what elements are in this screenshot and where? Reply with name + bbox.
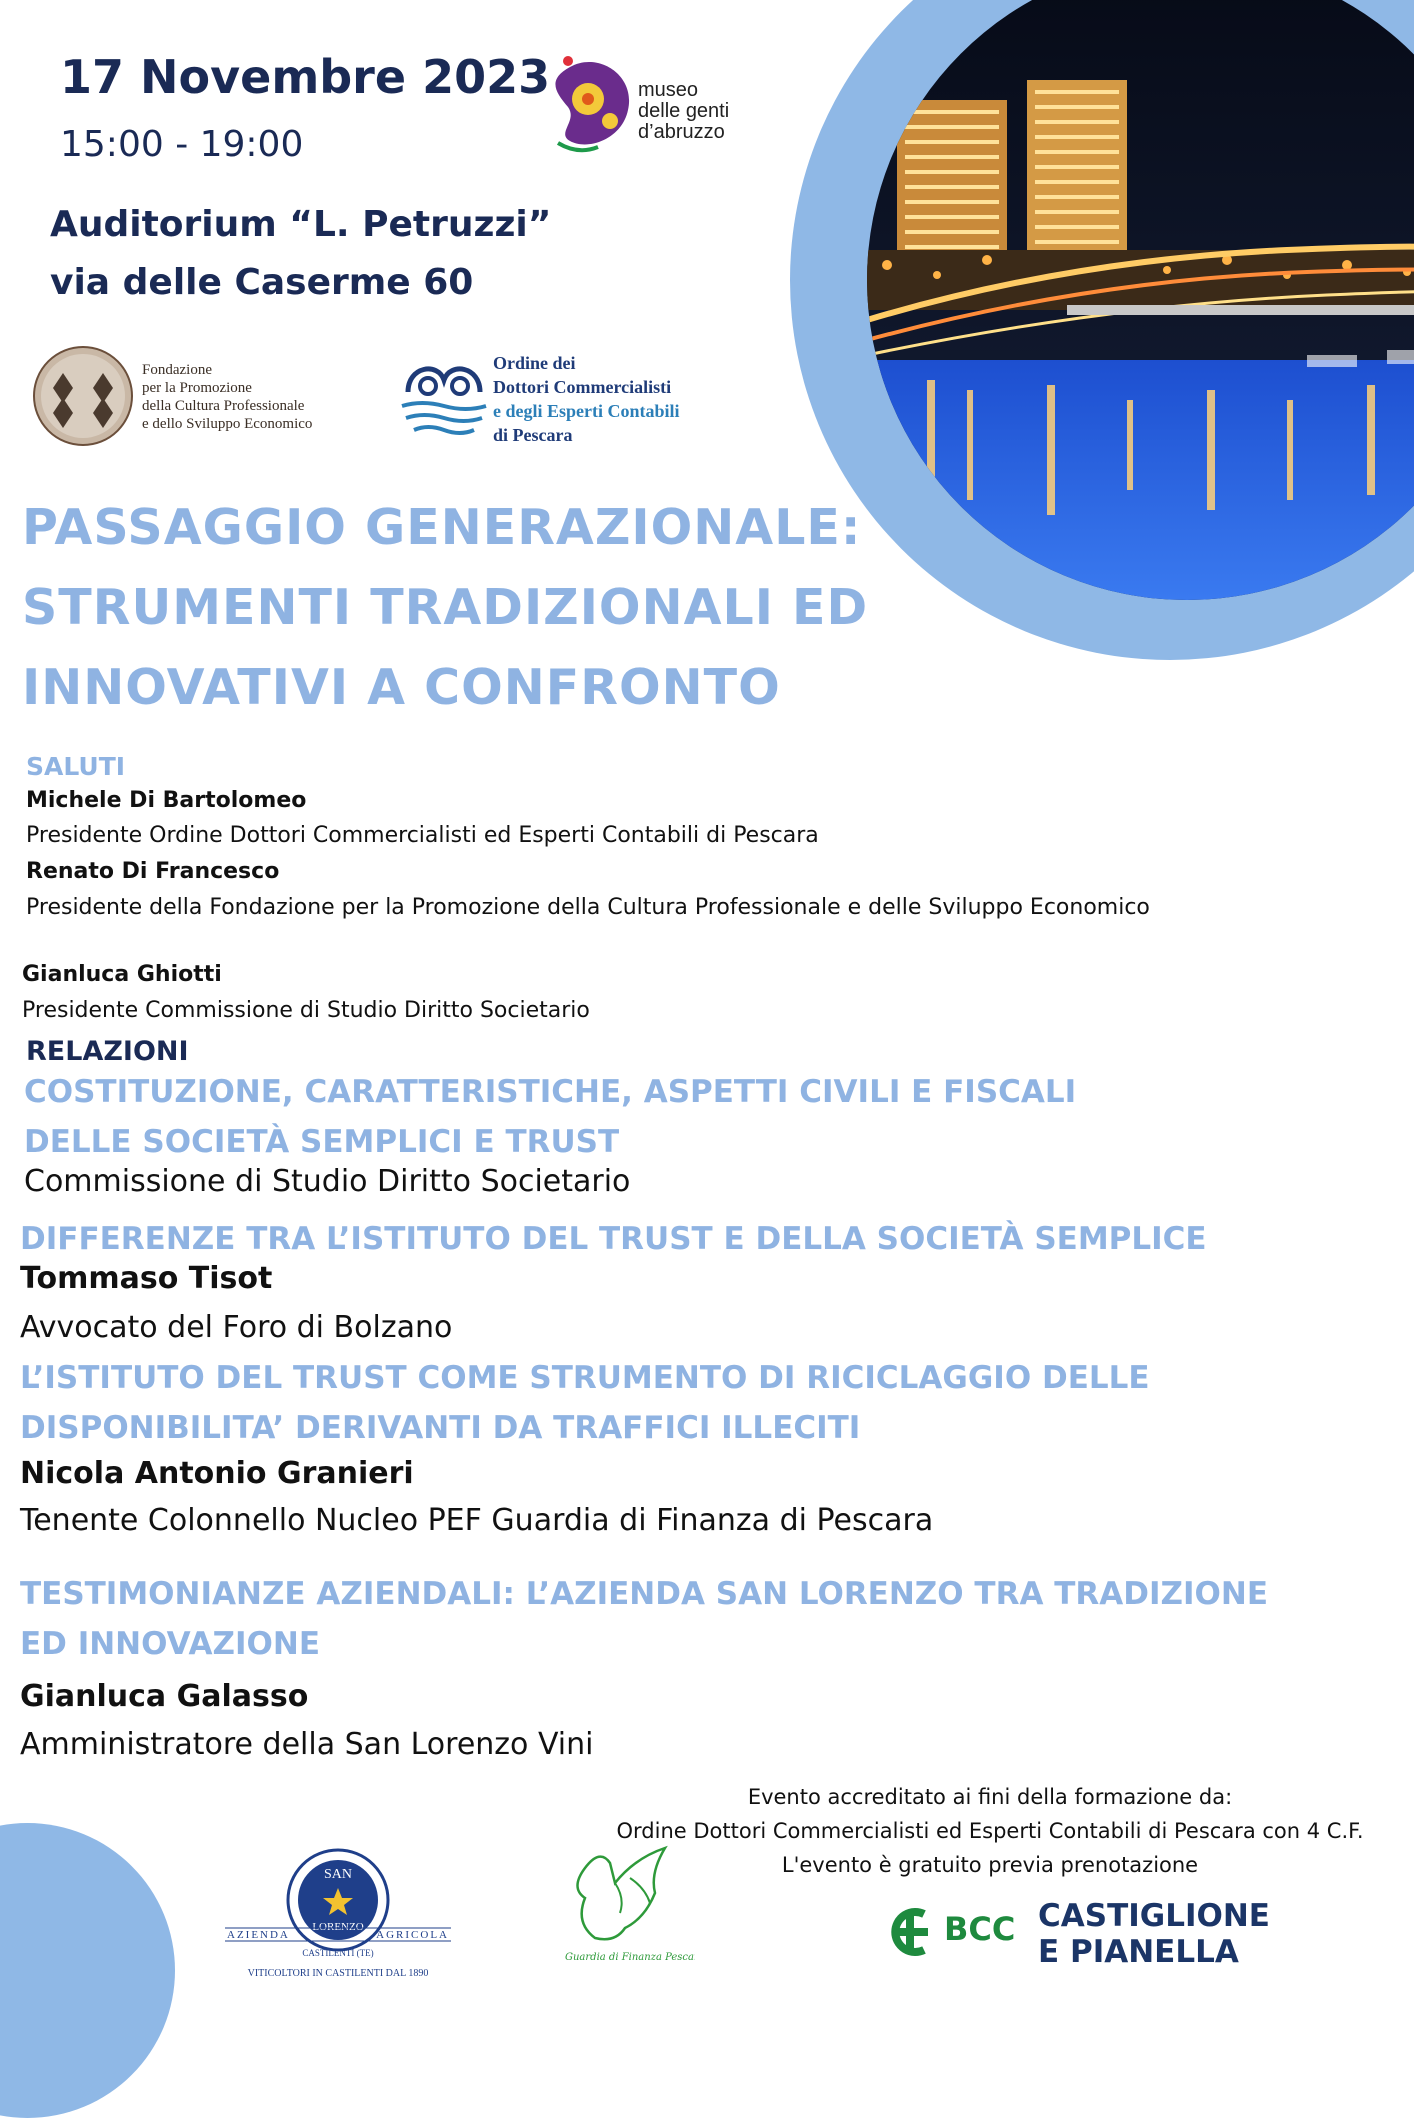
relazioni-label: RELAZIONI: [26, 1036, 189, 1067]
fondazione-line: della Cultura Professionale: [142, 398, 305, 414]
fondazione-logo: [33, 343, 133, 449]
event-headline: [22, 488, 868, 728]
decorative-corner-circle: [0, 1823, 175, 2118]
bcc-name: [1038, 1898, 1270, 1970]
headline-line: INNOVATIVI A CONFRONTO: [22, 659, 781, 716]
event-time: 15:00 - 19:00: [60, 124, 304, 165]
fondazione-line: e dello Sviluppo Economico: [142, 416, 313, 432]
ordine-text: [493, 351, 680, 447]
headline-line: STRUMENTI TRADIZIONALI ED: [22, 579, 869, 636]
venue-name: Auditorium “L. Petruzzi”: [50, 204, 552, 245]
talk-title: [20, 1353, 1150, 1453]
headline-line: PASSAGGIO GENERAZIONALE:: [22, 499, 862, 556]
talk-title-line: ED INNOVAZIONE: [20, 1626, 321, 1662]
guardia-text: Guardia di Finanza Pescara: [565, 1952, 695, 1963]
talk-speaker-name: Tommaso Tisot: [20, 1261, 273, 1296]
fondazione-text: [142, 361, 312, 433]
ordine-logo: [398, 356, 490, 440]
talk-title-line: DISPONIBILITA’ DERIVANTI DA TRAFFICI ILLECITI: [20, 1410, 861, 1446]
event-venue: [50, 196, 551, 312]
saluti-person-role: Presidente Ordine Dottori Commercialisti ed Esperti Contabili di Pescara: [26, 823, 819, 848]
event-date: 17 Novembre 2023: [60, 50, 551, 104]
san-lorenzo-logo: [225, 1848, 451, 1988]
talk-speaker-role: Amministratore della San Lorenzo Vini: [20, 1727, 594, 1762]
museo-line: d’abruzzo: [638, 121, 725, 143]
museo-line: museo: [638, 79, 699, 101]
bcc-logo: [884, 1898, 1270, 1978]
fondazione-line: Fondazione: [142, 362, 212, 378]
ordine-line: e degli Esperti Contabili: [493, 401, 680, 421]
accreditation-line: L'evento è gratuito previa prenotazione: [781, 1853, 1199, 1877]
saluti-person-name: Renato Di Francesco: [26, 859, 280, 884]
talk-speaker-role: Avvocato del Foro di Bolzano: [20, 1310, 453, 1345]
talk-title-line: TESTIMONIANZE AZIENDALI: L’AZIENDA SAN LORENZO TRA TRADIZIONE: [20, 1576, 1268, 1612]
saluti-label: SALUTI: [26, 752, 126, 781]
talk-title: [20, 1214, 1207, 1264]
museo-icon: [548, 55, 638, 165]
san-lorenzo-ring-top: SAN: [323, 1867, 353, 1882]
accreditation-line: Evento accreditato ai fini della formazione da:: [747, 1785, 1233, 1809]
san-lorenzo-ring-bottom: CASTILENTI (TE): [302, 1948, 374, 1958]
accreditation-line: Ordine Dottori Commercialisti ed Esperti Contabili di Pescara con 4 C.F.: [616, 1819, 1364, 1843]
moderator-role: Presidente Commissione di Studio Diritto Societario: [22, 998, 590, 1023]
moderator-name: Gianluca Ghiotti: [22, 962, 222, 987]
saluti-person-role: Presidente della Fondazione per la Promozione della Cultura Professionale e delle Sviluppo Economico: [26, 895, 1150, 920]
talk-title-line: DELLE SOCIETÀ SEMPLICI E TRUST: [24, 1124, 620, 1160]
ordine-line: di Pescara: [493, 425, 573, 445]
talk-title: [24, 1067, 1076, 1167]
ordine-line: Dottori Commercialisti: [493, 377, 672, 397]
talk-title-line: L’ISTITUTO DEL TRUST COME STRUMENTO DI RICICLAGGIO DELLE: [20, 1360, 1150, 1396]
bcc-name-line: CASTIGLIONE: [1038, 1898, 1270, 1934]
talk-speaker-name: Gianluca Galasso: [20, 1679, 309, 1714]
talk-title-line: DIFFERENZE TRA L’ISTITUTO DEL TRUST E DELLA SOCIETÀ SEMPLICE: [20, 1221, 1207, 1257]
talk-title-line: COSTITUZIONE, CARATTERISTICHE, ASPETTI CIVILI E FISCALI: [24, 1074, 1077, 1110]
ordine-line: Ordine dei: [493, 353, 576, 373]
museo-text: [638, 80, 729, 143]
san-lorenzo-right-word: AGRICOLA: [376, 1929, 449, 1941]
san-lorenzo-left-word: AZIENDA: [227, 1929, 290, 1941]
saluti-person-name: Michele Di Bartolomeo: [26, 788, 307, 813]
fondazione-line: per la Promozione: [142, 380, 252, 396]
bcc-mark-text: BCC: [944, 1910, 1016, 1948]
san-lorenzo-ring-mid: LORENZO: [312, 1921, 364, 1933]
talk-speaker-role: Commissione di Studio Diritto Societario: [24, 1164, 631, 1199]
bcc-name-line: E PIANELLA: [1038, 1934, 1239, 1970]
san-lorenzo-tagline: VITICOLTORI IN CASTILENTI DAL 1890: [247, 1968, 429, 1979]
guardia-finanza-logo: [555, 1838, 695, 1968]
venue-address: via delle Caserme 60: [50, 262, 474, 303]
talk-title: [20, 1569, 1268, 1669]
bcc-mark-icon: [884, 1904, 940, 1960]
talk-speaker-role: Tenente Colonnello Nucleo PEF Guardia di Finanza di Pescara: [20, 1503, 934, 1538]
talk-speaker-name: Nicola Antonio Granieri: [20, 1456, 414, 1491]
museo-line: delle genti: [638, 100, 730, 122]
